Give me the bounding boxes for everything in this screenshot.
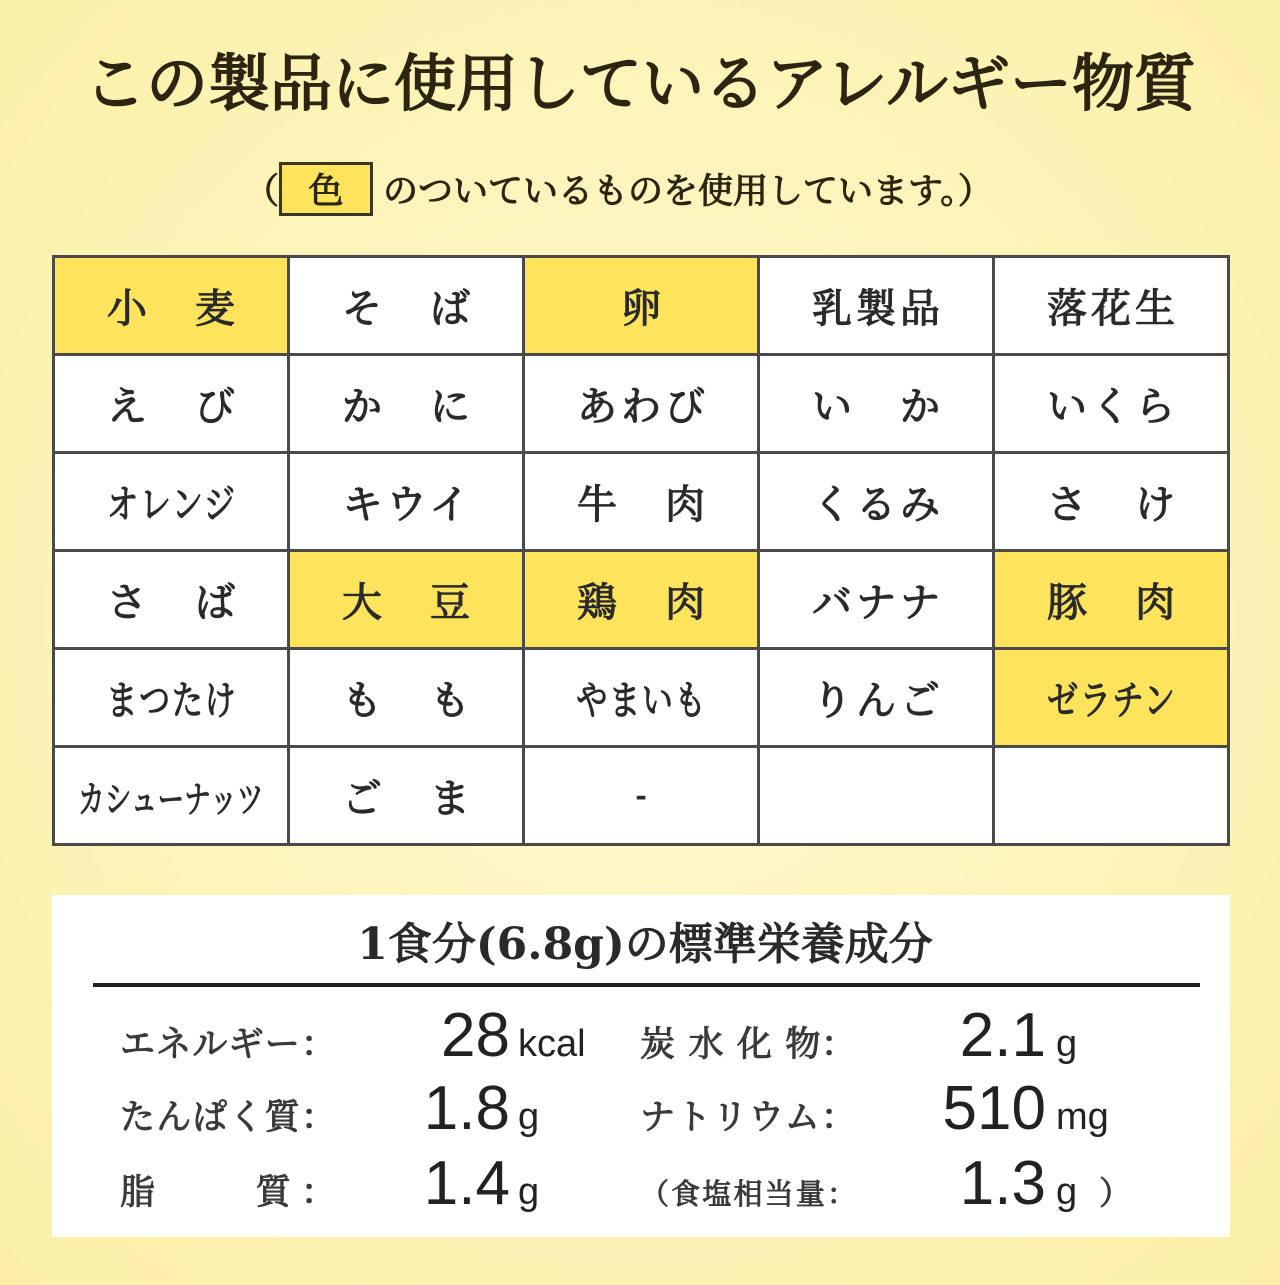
nutrient-unit: g xyxy=(1056,1171,1078,1213)
allergen-label: いくら xyxy=(1047,383,1179,430)
allergen-label: 大 豆 xyxy=(342,579,474,626)
nutrition-row xyxy=(52,1149,1230,1219)
allergen-cell xyxy=(55,356,287,451)
nutrient-label: 炭 水 化 物： xyxy=(640,1024,856,1065)
nutrient-entry xyxy=(640,1149,1131,1219)
nutrient-label: エネルギー： xyxy=(120,1024,336,1065)
allergen-cell xyxy=(525,454,757,549)
allergen-cell xyxy=(290,650,522,745)
allergen-label: 乳製品 xyxy=(812,285,944,332)
nutrient-entry xyxy=(120,1001,586,1071)
allergen-cell-empty xyxy=(995,748,1227,843)
allergen-cell xyxy=(995,650,1227,745)
note-open-paren: （ xyxy=(244,171,280,212)
nutrient-value: 1.8 xyxy=(423,1074,510,1143)
nutrient-value: 510 xyxy=(942,1074,1046,1143)
allergen-cell xyxy=(55,454,287,549)
nutrient-label: たんぱく質： xyxy=(120,1097,336,1138)
allergen-label: 鶏 肉 xyxy=(577,579,709,626)
allergen-cell xyxy=(290,454,522,549)
allergen-label: も も xyxy=(342,677,474,724)
allergen-label: りんご xyxy=(812,677,944,724)
nutrient-entry xyxy=(640,1074,1109,1144)
nutrient-value: 2.1 xyxy=(959,1001,1046,1070)
allergen-cell xyxy=(525,356,757,451)
nutrient-unit: kcal xyxy=(518,1023,586,1065)
nutrient-value: 1.3 xyxy=(959,1149,1046,1218)
allergen-label: カシューナッツ xyxy=(78,776,264,821)
allergen-cell xyxy=(760,356,992,451)
allergen-cell xyxy=(525,258,757,353)
nutrition-panel xyxy=(52,895,1230,1237)
nutrient-value: 28 xyxy=(441,1001,510,1070)
nutrient-value: 1.4 xyxy=(423,1149,510,1218)
allergen-label: 牛 肉 xyxy=(577,481,709,528)
allergen-cell-empty xyxy=(760,748,992,843)
allergen-label: さ ば xyxy=(107,579,239,626)
allergen-label: ご ま xyxy=(342,775,474,822)
nutrient-entry xyxy=(640,1001,1077,1071)
allergen-label: ゼラチン xyxy=(1047,677,1177,724)
allergen-cell xyxy=(525,650,757,745)
allergen-cell xyxy=(290,552,522,647)
nutrient-label: 脂 質： xyxy=(120,1172,336,1213)
allergen-cell xyxy=(525,748,757,843)
allergen-cell xyxy=(995,258,1227,353)
allergen-label: 小 麦 xyxy=(107,285,239,332)
nutrient-unit: g xyxy=(518,1171,540,1213)
allergen-label: - xyxy=(635,779,647,812)
allergen-label: 落花生 xyxy=(1047,285,1179,332)
allergen-cell xyxy=(995,552,1227,647)
close-paren: ） xyxy=(1099,1174,1132,1212)
legend-note-text: のついているものを使用しています。） xyxy=(383,171,993,212)
allergen-label: まつたけ xyxy=(106,677,238,724)
allergen-label: い か xyxy=(812,383,944,430)
legend-swatch xyxy=(279,162,373,216)
nutrition-row xyxy=(52,1001,1230,1071)
allergen-cell xyxy=(55,552,287,647)
allergen-label: あわび xyxy=(577,383,709,430)
nutrient-entry xyxy=(120,1074,539,1144)
allergen-cell xyxy=(525,552,757,647)
allergen-cell xyxy=(760,258,992,353)
allergen-cell xyxy=(290,258,522,353)
divider xyxy=(93,983,1200,987)
allergen-label: さ け xyxy=(1047,481,1179,528)
nutrient-unit: g xyxy=(1056,1023,1078,1065)
allergen-cell xyxy=(55,748,287,843)
nutrition-row xyxy=(52,1074,1230,1144)
allergen-cell xyxy=(760,454,992,549)
allergen-cell xyxy=(290,748,522,843)
allergen-cell xyxy=(760,650,992,745)
allergen-cell xyxy=(995,454,1227,549)
allergen-label: キウイ xyxy=(342,481,474,528)
legend-swatch-label: 色 xyxy=(308,171,344,212)
nutrient-unit: mg xyxy=(1056,1096,1109,1138)
allergen-label: そ ば xyxy=(342,285,474,332)
nutrient-label: （食塩相当量： xyxy=(640,1177,856,1211)
allergen-cell xyxy=(55,258,287,353)
page-title: この製品に使用しているアレルギー物質 xyxy=(84,47,1196,120)
allergen-label: 豚 肉 xyxy=(1047,579,1179,626)
allergen-label: オレンジ xyxy=(107,481,237,528)
nutrient-unit: g xyxy=(518,1096,540,1138)
nutrient-entry xyxy=(120,1149,539,1219)
allergen-label: やまいも xyxy=(576,677,708,724)
allergen-cell xyxy=(760,552,992,647)
legend-note xyxy=(244,160,993,218)
allergen-label: か に xyxy=(342,383,474,430)
allergen-label: くるみ xyxy=(812,481,944,528)
allergen-label: 卵 xyxy=(621,285,665,332)
nutrient-label: ナトリウム： xyxy=(640,1097,856,1138)
allergen-cell xyxy=(995,356,1227,451)
nutrition-title: 1食分(6.8g)の標準栄養成分 xyxy=(357,919,933,970)
allergen-cell xyxy=(55,650,287,745)
allergen-label: え び xyxy=(107,383,239,430)
allergen-cell xyxy=(290,356,522,451)
allergen-label: バナナ xyxy=(812,579,944,626)
allergen-table xyxy=(52,255,1230,846)
